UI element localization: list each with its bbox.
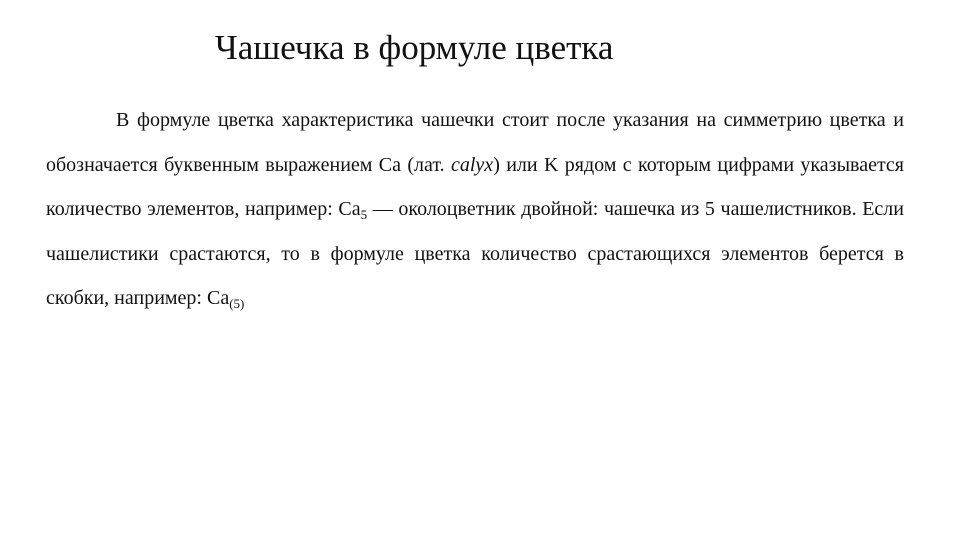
paragraph-text-part3: — околоцветник двойной: чашечка из 5 чашелистников. Если чашелистики срастаются, то в формуле цветка количество срастающихся элементов берется в скобки, например: Ca (46, 198, 904, 309)
latin-term: calyx (451, 153, 494, 176)
paragraph-text-part2: ) или K рядом с которым цифрами указывается количество элементов, например: Ca (46, 153, 905, 220)
paragraph-text-part1: В формуле цветка характеристика чашечки стоит после указания на симметрию цветка и обозначается буквенным выражением Ca (лат. (46, 109, 904, 176)
slide-title: Чашечка в формуле цветка (215, 28, 614, 67)
formula-subscript-5: 5 (360, 207, 368, 222)
formula-subscript-fused-5: (5) (229, 296, 245, 311)
slide-body-paragraph (46, 98, 904, 321)
